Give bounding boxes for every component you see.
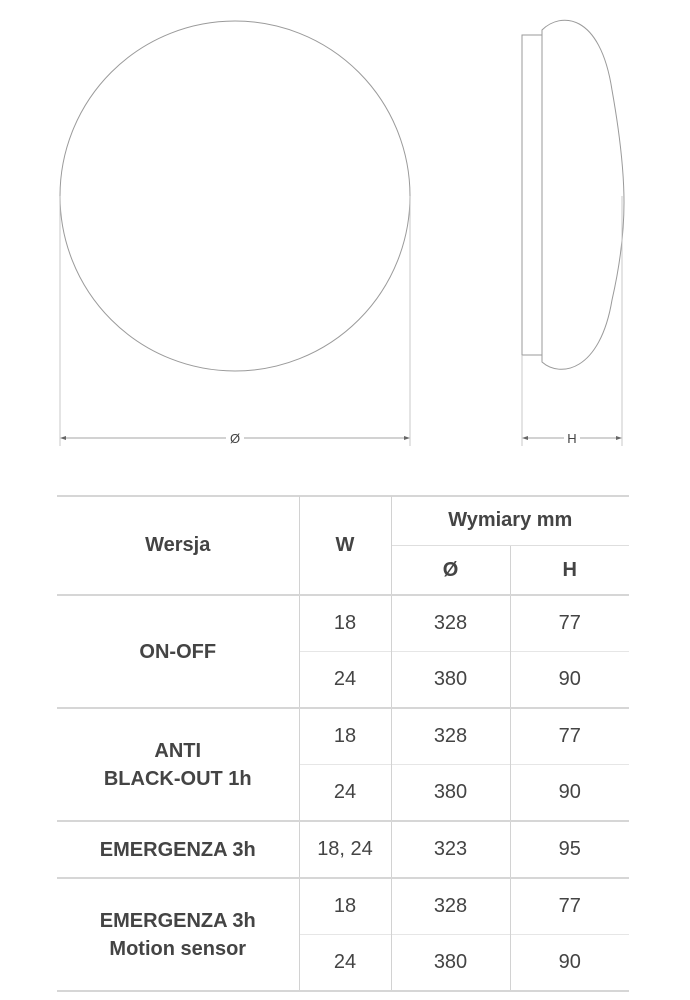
header-diameter: Ø [391, 546, 510, 596]
diameter-cell: 323 [391, 821, 510, 878]
height-cell: 90 [510, 765, 629, 822]
diameter-cell: 380 [391, 935, 510, 992]
diameter-cell: 380 [391, 765, 510, 822]
front-view-circle [60, 21, 410, 371]
height-cell: 77 [510, 595, 629, 652]
height-label: H [567, 431, 577, 446]
header-version: Wersja [145, 533, 211, 556]
table-row [57, 595, 629, 652]
version-cell [57, 821, 299, 878]
watt-cell: 24 [299, 652, 391, 709]
version-line: EMERGENZA 3h [99, 838, 256, 861]
version-cell [57, 595, 299, 708]
height-cell: 95 [510, 821, 629, 878]
diameter-cell: 328 [391, 708, 510, 765]
header-height: H [510, 546, 629, 596]
watt-cell: 18 [299, 595, 391, 652]
diameter-cell: 380 [391, 652, 510, 709]
watt-cell: 18 [299, 878, 391, 935]
height-cell: 77 [510, 708, 629, 765]
height-arrow-right [616, 436, 622, 440]
diameter-cell: 328 [391, 878, 510, 935]
side-view-dome [542, 20, 624, 369]
version-line: BLACK-OUT 1h [103, 767, 252, 790]
version-line: ANTI [154, 739, 202, 762]
table-row [57, 708, 629, 765]
watt-cell: 24 [299, 765, 391, 822]
spec-table [57, 496, 629, 992]
header-dimensions: Wymiary mm [391, 496, 629, 546]
version-line: ON-OFF [139, 640, 217, 663]
height-cell: 90 [510, 652, 629, 709]
side-view-base [522, 35, 542, 355]
watt-cell: 24 [299, 935, 391, 992]
height-arrow-left [522, 436, 528, 440]
diameter-arrow-left [60, 436, 66, 440]
header-watt: W [299, 496, 391, 595]
diameter-arrow-right [404, 436, 410, 440]
version-cell [57, 878, 299, 991]
height-cell: 77 [510, 878, 629, 935]
version-line: Motion sensor [109, 937, 247, 960]
diameter-cell: 328 [391, 595, 510, 652]
watt-cell: 18, 24 [299, 821, 391, 878]
table-row [57, 821, 629, 878]
diameter-label: Ø [229, 431, 241, 446]
version-cell [57, 708, 299, 821]
version-line: EMERGENZA 3h [99, 909, 256, 932]
technical-drawing [0, 0, 690, 470]
height-cell: 90 [510, 935, 629, 992]
watt-cell: 18 [299, 708, 391, 765]
table-row [57, 878, 629, 935]
